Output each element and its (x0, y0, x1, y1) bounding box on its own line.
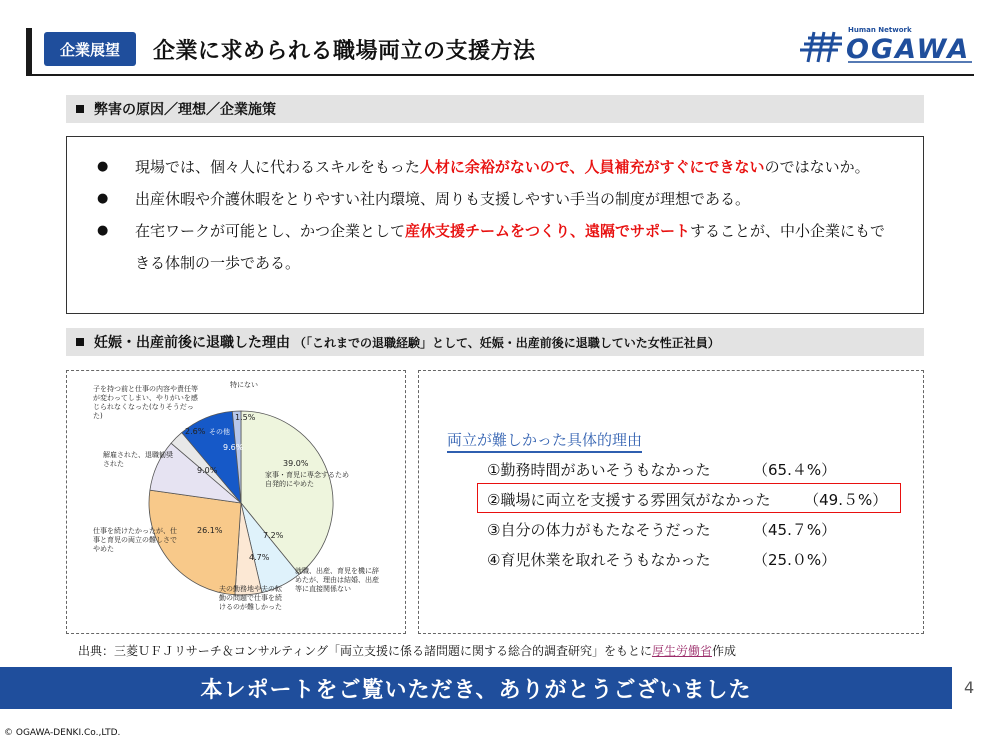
header-divider (26, 74, 974, 76)
reason-value: （65.４%） (753, 461, 837, 479)
bullet-highlight: 人材に余裕がないので、人員補充がすぐにできない (419, 158, 765, 176)
section-title: 妊娠・出産前後に退職した理由 (94, 335, 290, 351)
reason-item (487, 459, 887, 480)
section-header-reasons (66, 328, 924, 356)
reason-item (487, 519, 887, 540)
bullet-text: 出産休暇や介護休暇をとりやすい社内環境、周りも支援しやすい手当の制度が理想である。 (135, 190, 751, 208)
reasons-title: 両立が難しかった具体的理由 (447, 429, 642, 453)
bullet-dot-icon: ● (97, 223, 109, 238)
pie-value-5: 2.6% (185, 427, 206, 436)
bullet-dot-icon: ● (97, 191, 109, 206)
header-accent-bar (26, 28, 32, 74)
source-citation: 出典：三菱ＵＦＪリサーチ＆コンサルティング「両立支援に係る諸問題に関する総合的調査研究」をもとに厚生労働省作成 (78, 644, 736, 658)
reason-value: （45.７%） (753, 521, 837, 539)
section-title: 弊害の原因／理想／企業施策 (94, 102, 276, 118)
reason-item (487, 549, 887, 570)
reason-text: ②職場に両立を支援する雰囲気がなかった (487, 491, 771, 509)
pie-value-0: 39.0% (283, 459, 309, 468)
square-bullet-icon (76, 105, 84, 113)
pie-label-4: 解雇された、退職勧奨された (103, 451, 173, 468)
reason-text: ③自分の体力がもたなそうだった (487, 521, 711, 539)
pie-chart-panel (66, 370, 406, 634)
thanks-banner: 本レポートをご覧いただき、ありがとうございました (0, 667, 952, 709)
bullet-dot-icon: ● (97, 159, 109, 174)
pie-value-1: 7.2% (263, 531, 284, 540)
category-badge: 企業展望 (44, 32, 136, 66)
reason-value: （25.０%） (753, 551, 837, 569)
pie-label-3: 仕事を続けたかったが、仕事と育児の両立の難しさでやめた (93, 527, 177, 553)
pie-label-6: その他 (209, 428, 230, 436)
bullet-item (97, 151, 893, 183)
bullet-text: することが、中小企業にもできる体制の一歩である。 (135, 222, 886, 272)
bullet-highlight: 産休支援チームをつくり、遠隔でサポート (405, 222, 691, 240)
pie-label-0: 家事・育児に専念するため自発的にやめた (265, 471, 349, 488)
pie-value-2: 4.7% (249, 553, 270, 562)
bullet-item (97, 183, 893, 215)
pie-value-4: 9.0% (197, 466, 218, 475)
bullet-text: 在宅ワークが可能とし、かつ企業として (135, 222, 406, 240)
reason-item (487, 489, 887, 510)
pie-value-7: 1.5% (235, 413, 256, 422)
reason-value: （49.５%） (804, 491, 888, 509)
logo-wordmark: OGAWA (846, 34, 971, 65)
pie-value-3: 26.1% (197, 526, 223, 535)
pie-label-1: 就職、出産、育児を機に辞めたが、理由は結婚、出産等に直接関係ない (295, 567, 379, 593)
bullet-text: のではないか。 (764, 158, 870, 176)
bullet-box (66, 136, 924, 314)
page-title: 企業に求められる職場両立の支援方法 (153, 39, 536, 64)
section-header-causes (66, 95, 924, 123)
reason-text: ①勤務時間があいそうもなかった (487, 461, 711, 479)
reasons-panel (418, 370, 924, 634)
bullet-text: 現場では、個々人に代わるスキルをもった (135, 158, 420, 176)
pie-label-7: 特にない (230, 381, 258, 389)
section-subtitle: （「これまでの退職経験」として、妊娠・出産前後に退職していた女性正社員） (294, 335, 720, 350)
bullet-item (97, 215, 893, 279)
copyright: © OGAWA-DENKI.Co.,LTD. (4, 728, 121, 738)
square-bullet-icon (76, 338, 84, 346)
pie-value-6: 9.6% (223, 443, 244, 452)
pie-label-5: 子を持つ前と仕事の内容や責任等が変わってしまい、やりがいを感じられなくなった(なりそうだった) (93, 385, 198, 420)
pie-label-2: 夫の勤務地や夫の転勤の問題で仕事を続けるのが難しかった (219, 585, 282, 611)
source-link[interactable]: 厚生労働省 (651, 644, 712, 658)
reason-text: ④育児休業を取れそうもなかった (487, 551, 711, 569)
logo-tagline: Human Network (848, 26, 912, 34)
page-number: 4 (964, 678, 975, 697)
